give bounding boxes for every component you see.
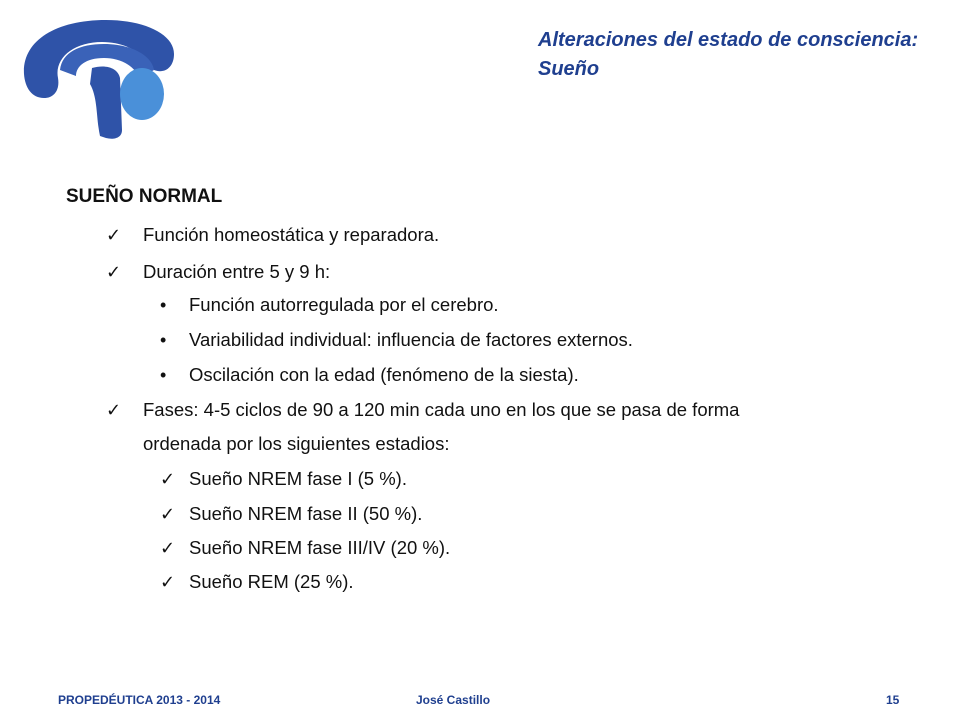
list-item-continuation: ordenada por los siguientes estadios: bbox=[143, 433, 450, 454]
list-item: Sueño NREM fase III/IV (20 %). bbox=[189, 537, 451, 558]
list-item: Función autorregulada por el cerebro. bbox=[189, 294, 499, 315]
check-icon: ✓ bbox=[160, 538, 176, 558]
list-item: Fases: 4-5 ciclos de 90 a 120 min cada uno en los que se pasa de forma bbox=[143, 399, 740, 420]
list-item: Oscilación con la edad (fenómeno de la siesta). bbox=[189, 364, 579, 385]
bullet-icon: • bbox=[160, 295, 167, 315]
slide-title-line-2: Sueño bbox=[538, 58, 600, 80]
list-item: Sueño NREM fase I (5 %). bbox=[189, 468, 407, 489]
footer-author: José Castillo bbox=[416, 693, 491, 707]
footer-page-number: 15 bbox=[886, 693, 900, 707]
check-icon: ✓ bbox=[106, 225, 122, 245]
check-icon: ✓ bbox=[160, 469, 176, 489]
check-icon: ✓ bbox=[160, 572, 176, 592]
bullet-icon: • bbox=[160, 330, 167, 350]
list-item: Sueño NREM fase II (50 %). bbox=[189, 503, 423, 524]
list-item: Función homeostática y reparadora. bbox=[143, 224, 440, 245]
list-item: Sueño REM (25 %). bbox=[189, 571, 354, 592]
check-icon: ✓ bbox=[106, 400, 122, 420]
check-icon: ✓ bbox=[160, 504, 176, 524]
list-item: Duración entre 5 y 9 h: bbox=[143, 261, 331, 282]
check-icon: ✓ bbox=[106, 262, 122, 282]
slide-title-line-1: Alteraciones del estado de consciencia: bbox=[538, 29, 919, 51]
list-item: Variabilidad individual: influencia de factores externos. bbox=[189, 329, 633, 350]
section-heading: SUEÑO NORMAL bbox=[66, 186, 223, 207]
footer-course: PROPEDÉUTICA 2013 - 2014 bbox=[58, 693, 221, 707]
bullet-icon: • bbox=[160, 365, 167, 385]
